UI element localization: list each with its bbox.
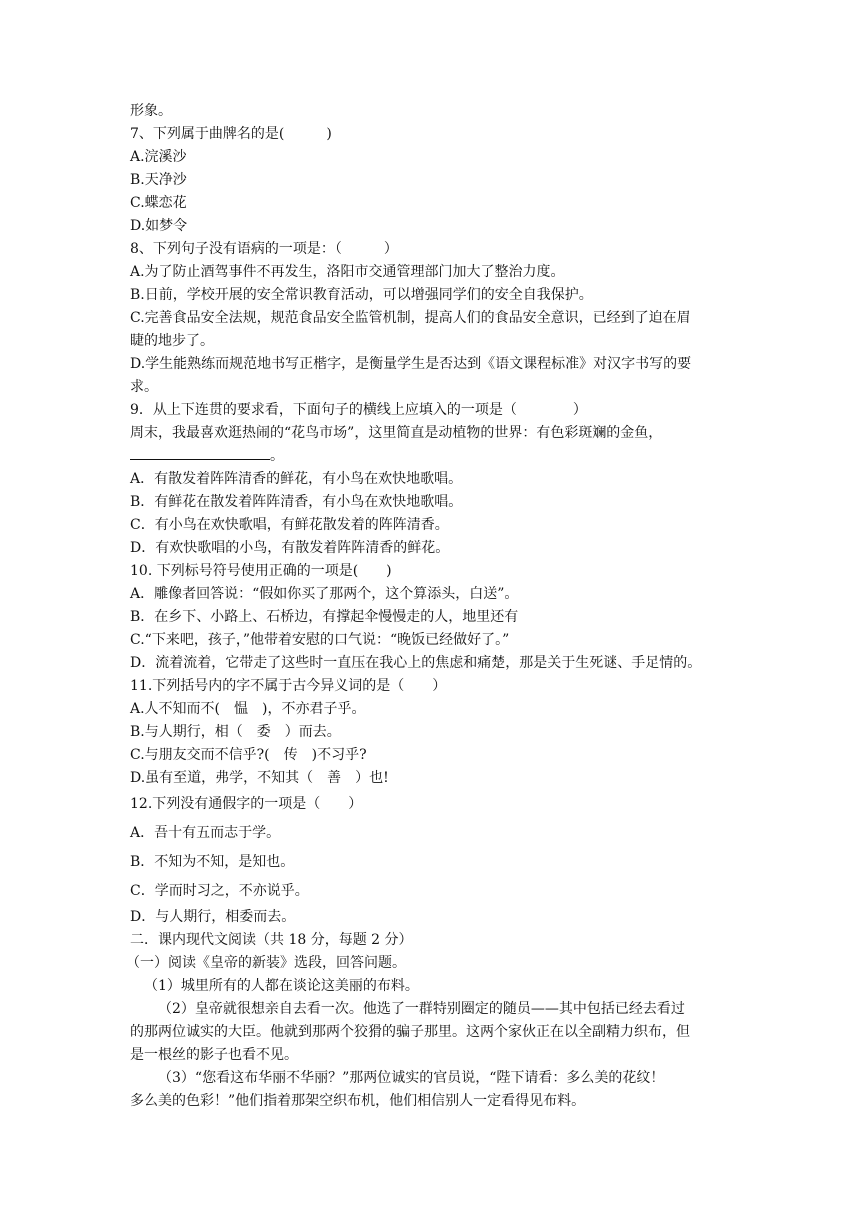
q8-option-a: A.为了防止酒驾事件不再发生，洛阳市交通管理部门加大了整治力度。 (130, 264, 565, 280)
fill-blank (130, 445, 270, 460)
q8-option-c-line1: C.完善食品安全法规，规范食品安全监管机制，提高人们的食品安全意识，已经到了迫在眉 (130, 310, 691, 326)
section2-intro: （一）阅读《皇帝的新装》选段，回答问题。 (126, 955, 406, 971)
q10-option-a: A．雕像者回答说：“假如你买了那两个，这个算添头，白送”。 (130, 586, 519, 602)
q9-blank-line (130, 445, 730, 468)
q11-stem: 11.下列括号内的字不属于古今异义词的是（ ） (130, 678, 447, 694)
q12-option-b: B．不知为不知，是知也。 (130, 854, 295, 870)
section2-title: 二．课内现代文阅读（共 18 分，每题 2 分） (130, 932, 413, 948)
paragraph-2-line1: （2）皇帝就很想亲自去看一次。他选了一群特别圈定的随员——其中包括已经去看过 (158, 1001, 685, 1017)
q9-option-c: C．有小鸟在欢快歌唱，有鲜花散发着的阵阵清香。 (130, 517, 449, 533)
q10-stem: 10. 下列标号符号使用正确的一项是( ) (130, 563, 392, 579)
q8-option-c-line2: 睫的地步了。 (130, 333, 214, 349)
q12-stem: 12.下列没有通假字的一项是（ ） (130, 796, 363, 812)
q9-option-d: D．有欢快歌唱的小鸟，有散发着阵阵清香的鲜花。 (130, 540, 450, 556)
q10-option-d: D．流着流着，它带走了这些时一直压在我心上的焦虑和痛楚，那是关于生死谜、手足情的。 (130, 655, 702, 671)
q7-stem: 7、下列属于曲牌名的是( ) (130, 126, 332, 142)
q8-option-b: B.日前，学校开展的安全常识教育活动，可以增强同学们的安全自我保护。 (130, 287, 593, 303)
q8-option-d-line1: D.学生能熟练而规范地书写正楷字，是衡量学生是否达到《语文课程标准》对汉字书写的要 (130, 356, 692, 372)
q9-blank-tail: 。 (270, 448, 284, 464)
q9-option-b: B．有鲜花在散发着阵阵清香，有小鸟在欢快地歌唱。 (130, 494, 463, 510)
q7-option-a: A.浣溪沙 (130, 149, 187, 165)
paragraph-1: （1）城里所有的人都在谈论这美丽的布料。 (144, 978, 419, 994)
paragraph-3-line1: （3）“您看这布华丽不华丽？”那两位诚实的官员说，“陛下请看：多么美的花纹！ (158, 1070, 665, 1086)
paragraph-2-line2: 的那两位诚实的大臣。他就到那两个狡猾的骗子那里。这两个家伙正在以全副精力织布，但 (130, 1024, 690, 1040)
q12-option-c: C．学而时习之，不亦说乎。 (130, 883, 309, 899)
paragraph-2-line3: 是一根丝的影子也看不见。 (130, 1047, 298, 1063)
q7-option-b: B.天净沙 (130, 172, 187, 188)
q8-stem: 8、下列句子没有语病的一项是：（ ） (130, 241, 398, 257)
q7-option-d: D.如梦令 (130, 218, 188, 234)
q12-option-d: D．与人期行，相委而去。 (130, 909, 296, 925)
q8-option-d-line2: 求。 (130, 379, 158, 395)
q7-option-c: C.蝶恋花 (130, 195, 187, 211)
q9-stem: 9．从上下连贯的要求看，下面句子的横线上应填入的一项是（ ） (130, 402, 587, 418)
q11-option-b: B.与人期行，相（ 委 ）而去。 (130, 724, 341, 740)
q9-option-a: A．有散发着阵阵清香的鲜花，有小鸟在欢快地歌唱。 (130, 471, 463, 487)
document-page (126, 100, 730, 1113)
q12-option-a: A．吾十有五而志于学。 (130, 825, 281, 841)
q11-option-d: D.虽有至道，弗学，不知其（ 善 ）也! (130, 770, 389, 786)
q11-option-a: A.人不知而不( 愠 )，不亦君子乎。 (130, 701, 366, 717)
paragraph-3-line2: 多么美的色彩！”他们指着那架空织布机，他们相信别人一定看得见布料。 (130, 1093, 586, 1109)
q10-option-b: B．在乡下、小路上、石桥边，有撑起伞慢慢走的人，地里还有 (130, 609, 519, 625)
q11-option-c: C.与朋友交而不信乎?( 传 )不习乎? (130, 747, 367, 763)
q10-option-c: C.“下来吧，孩子，”他带着安慰的口气说：“晚饭已经做好了。” (130, 632, 510, 648)
q9-passage: 周末，我最喜欢逛热闹的“花鸟市场”，这里简直是动植物的世界：有色彩斑斓的金鱼， (130, 425, 663, 441)
q6-tail: 形象。 (130, 103, 172, 119)
